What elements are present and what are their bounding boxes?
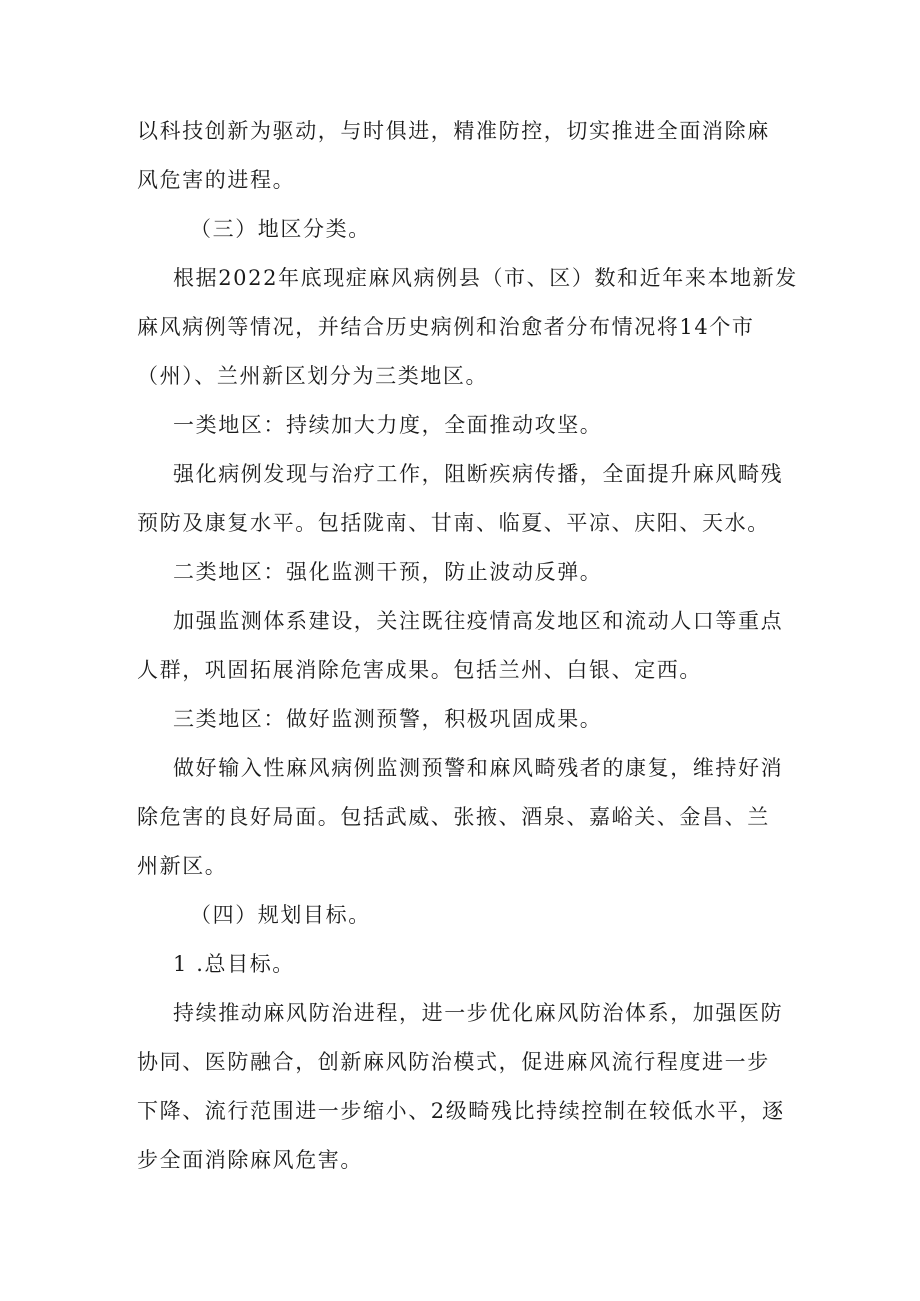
text-line: 做好输入性麻风病例监测预警和麻风畸残者的康复，维持好消 [173,756,784,780]
text-line: 强化病例发现与治疗工作，阻断疾病传播，全面提升麻风畸残 [173,462,784,486]
text-line: 三类地区：做好监测预警，积极巩固成果。 [173,707,603,731]
text-line: 下降、流行范围进一步缩小、2级畸残比持续控制在较低水平，逐 [137,1099,785,1123]
text-line: 人群，巩固拓展消除危害成果。包括兰州、白银、定西。 [137,658,702,682]
text-line: 二类地区：强化监测干预，防止波动反弹。 [173,560,603,584]
text-line: 根据2022年底现症麻风病例县（市、区）数和近年来本地新发 [173,266,798,290]
text-line: 州新区。 [137,854,228,878]
text-line: （州）、兰州新区划分为三类地区。 [137,364,489,388]
text-line: 步全面消除麻风危害。 [137,1148,363,1172]
text-line: 风危害的进程。 [137,168,296,192]
text-line: 一类地区：持续加大力度，全面推动攻坚。 [173,413,603,437]
text-line: 加强监测体系建设，关注既往疫情高发地区和流动人口等重点 [173,609,784,633]
text-line: 预防及康复水平。包括陇南、甘南、临夏、平凉、庆阳、天水。 [137,511,770,535]
text-line: 除危害的良好局面。包括武威、张掖、酒泉、嘉峪关、金昌、兰 [137,805,770,829]
text-line: 麻风病例等情况，并结合历史病例和治愈者分布情况将14个市 [137,315,755,339]
section-heading: （三）地区分类。 [190,217,371,241]
text-line: 协同、医防融合，创新麻风防治模式，促进麻风流行程度进一步 [137,1050,770,1074]
text-line: 持续推动麻风防治进程，进一步优化麻风防治体系，加强医防 [173,1001,784,1025]
text-line: 以科技创新为驱动，与时俱进，精准防控，切实推进全面消除麻 [137,119,770,143]
section-heading: （四）规划目标。 [190,903,371,927]
subsection-heading: 1 .总目标。 [173,952,295,976]
